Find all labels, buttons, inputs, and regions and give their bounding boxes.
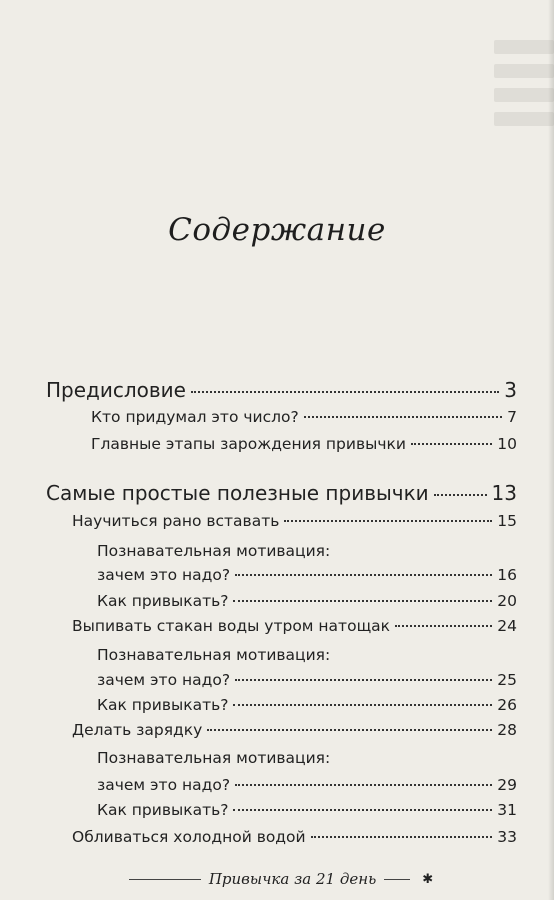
- toc-leader-dots: [233, 704, 492, 706]
- footer-rule-left: [129, 879, 201, 880]
- toc-entry-label: Как привыкать?: [97, 696, 229, 714]
- toc-entry-page: 33: [497, 828, 517, 846]
- toc-entry[interactable]: [97, 542, 517, 560]
- toc-leader-dots: [304, 416, 502, 418]
- footer-rule-right: [384, 879, 410, 880]
- toc-entry[interactable]: [91, 408, 517, 426]
- toc-entry[interactable]: [97, 566, 517, 584]
- toc-entry[interactable]: [72, 828, 517, 846]
- toc-leader-dots: [395, 625, 492, 627]
- toc-entry[interactable]: [97, 671, 517, 689]
- toc-entry-page: 20: [497, 592, 517, 610]
- toc-entry[interactable]: [97, 801, 517, 819]
- toc-leader-dots: [235, 784, 492, 786]
- toc-entry[interactable]: [97, 749, 517, 767]
- toc-entry-label: Самые простые полезные привычки: [46, 481, 429, 505]
- toc-entry-label: Познавательная мотивация:: [97, 749, 331, 767]
- toc-entry[interactable]: [97, 696, 517, 714]
- toc-leader-dots: [434, 494, 487, 496]
- toc-entry[interactable]: [97, 592, 517, 610]
- toc-entry-page: 16: [497, 566, 517, 584]
- toc-entry-label: Предисловие: [46, 378, 186, 402]
- page-title: Содержание: [168, 212, 386, 248]
- toc-leader-dots: [233, 600, 492, 602]
- toc-entry-label: Научиться рано вставать: [72, 512, 280, 530]
- toc-entry-label: зачем это надо?: [97, 671, 231, 689]
- toc-entry-label: Как привыкать?: [97, 592, 229, 610]
- toc-entry-label: Познавательная мотивация:: [97, 542, 331, 560]
- toc-entry-label: Выпивать стакан воды утром натощак: [72, 617, 391, 635]
- toc-leader-dots: [411, 443, 492, 445]
- toc-entry-page: 24: [497, 617, 517, 635]
- toc-entry-label: Познавательная мотивация:: [97, 646, 331, 664]
- toc-entry-page: 3: [504, 378, 517, 402]
- toc-entry[interactable]: [72, 617, 517, 635]
- toc-entry-label: Делать зарядку: [72, 721, 203, 739]
- toc-entry-page: 15: [497, 512, 517, 530]
- toc-entry[interactable]: [72, 721, 517, 739]
- toc-entry-label: Обливаться холодной водой: [72, 828, 306, 846]
- toc-entry[interactable]: [91, 435, 517, 453]
- toc-entry[interactable]: [97, 646, 517, 664]
- toc-leader-dots: [284, 520, 492, 522]
- toc-entry-page: 25: [497, 671, 517, 689]
- toc-entry-label: Главные этапы зарождения привычки: [91, 435, 406, 453]
- toc-entry-page: 29: [497, 776, 517, 794]
- toc-entry-page: 28: [497, 721, 517, 739]
- toc-entry[interactable]: [46, 481, 517, 505]
- toc-leader-dots: [235, 574, 492, 576]
- toc-entry-page: 10: [497, 435, 517, 453]
- asterisk-ornament-icon: ✱: [422, 871, 434, 887]
- toc-leader-dots: [311, 836, 493, 838]
- page-footer: [0, 870, 554, 888]
- toc-entry-page: 31: [497, 801, 517, 819]
- toc-entry[interactable]: [97, 776, 517, 794]
- toc-entry-label: Кто придумал это число?: [91, 408, 299, 426]
- toc-entry-label: зачем это надо?: [97, 566, 231, 584]
- toc-entry-page: 7: [507, 408, 517, 426]
- toc-leader-dots: [191, 391, 499, 393]
- toc-leader-dots: [235, 679, 492, 681]
- running-footer-title: Привычка за 21 день: [208, 870, 377, 888]
- toc-entry-page: 13: [491, 481, 517, 505]
- bleed-through-text: [494, 30, 554, 190]
- toc-leader-dots: [207, 729, 492, 731]
- toc-entry-page: 26: [497, 696, 517, 714]
- toc-entry-label: Как привыкать?: [97, 801, 229, 819]
- toc-entry-label: зачем это надо?: [97, 776, 231, 794]
- toc-leader-dots: [233, 809, 492, 811]
- toc-entry[interactable]: [72, 512, 517, 530]
- toc-entry[interactable]: [46, 378, 517, 402]
